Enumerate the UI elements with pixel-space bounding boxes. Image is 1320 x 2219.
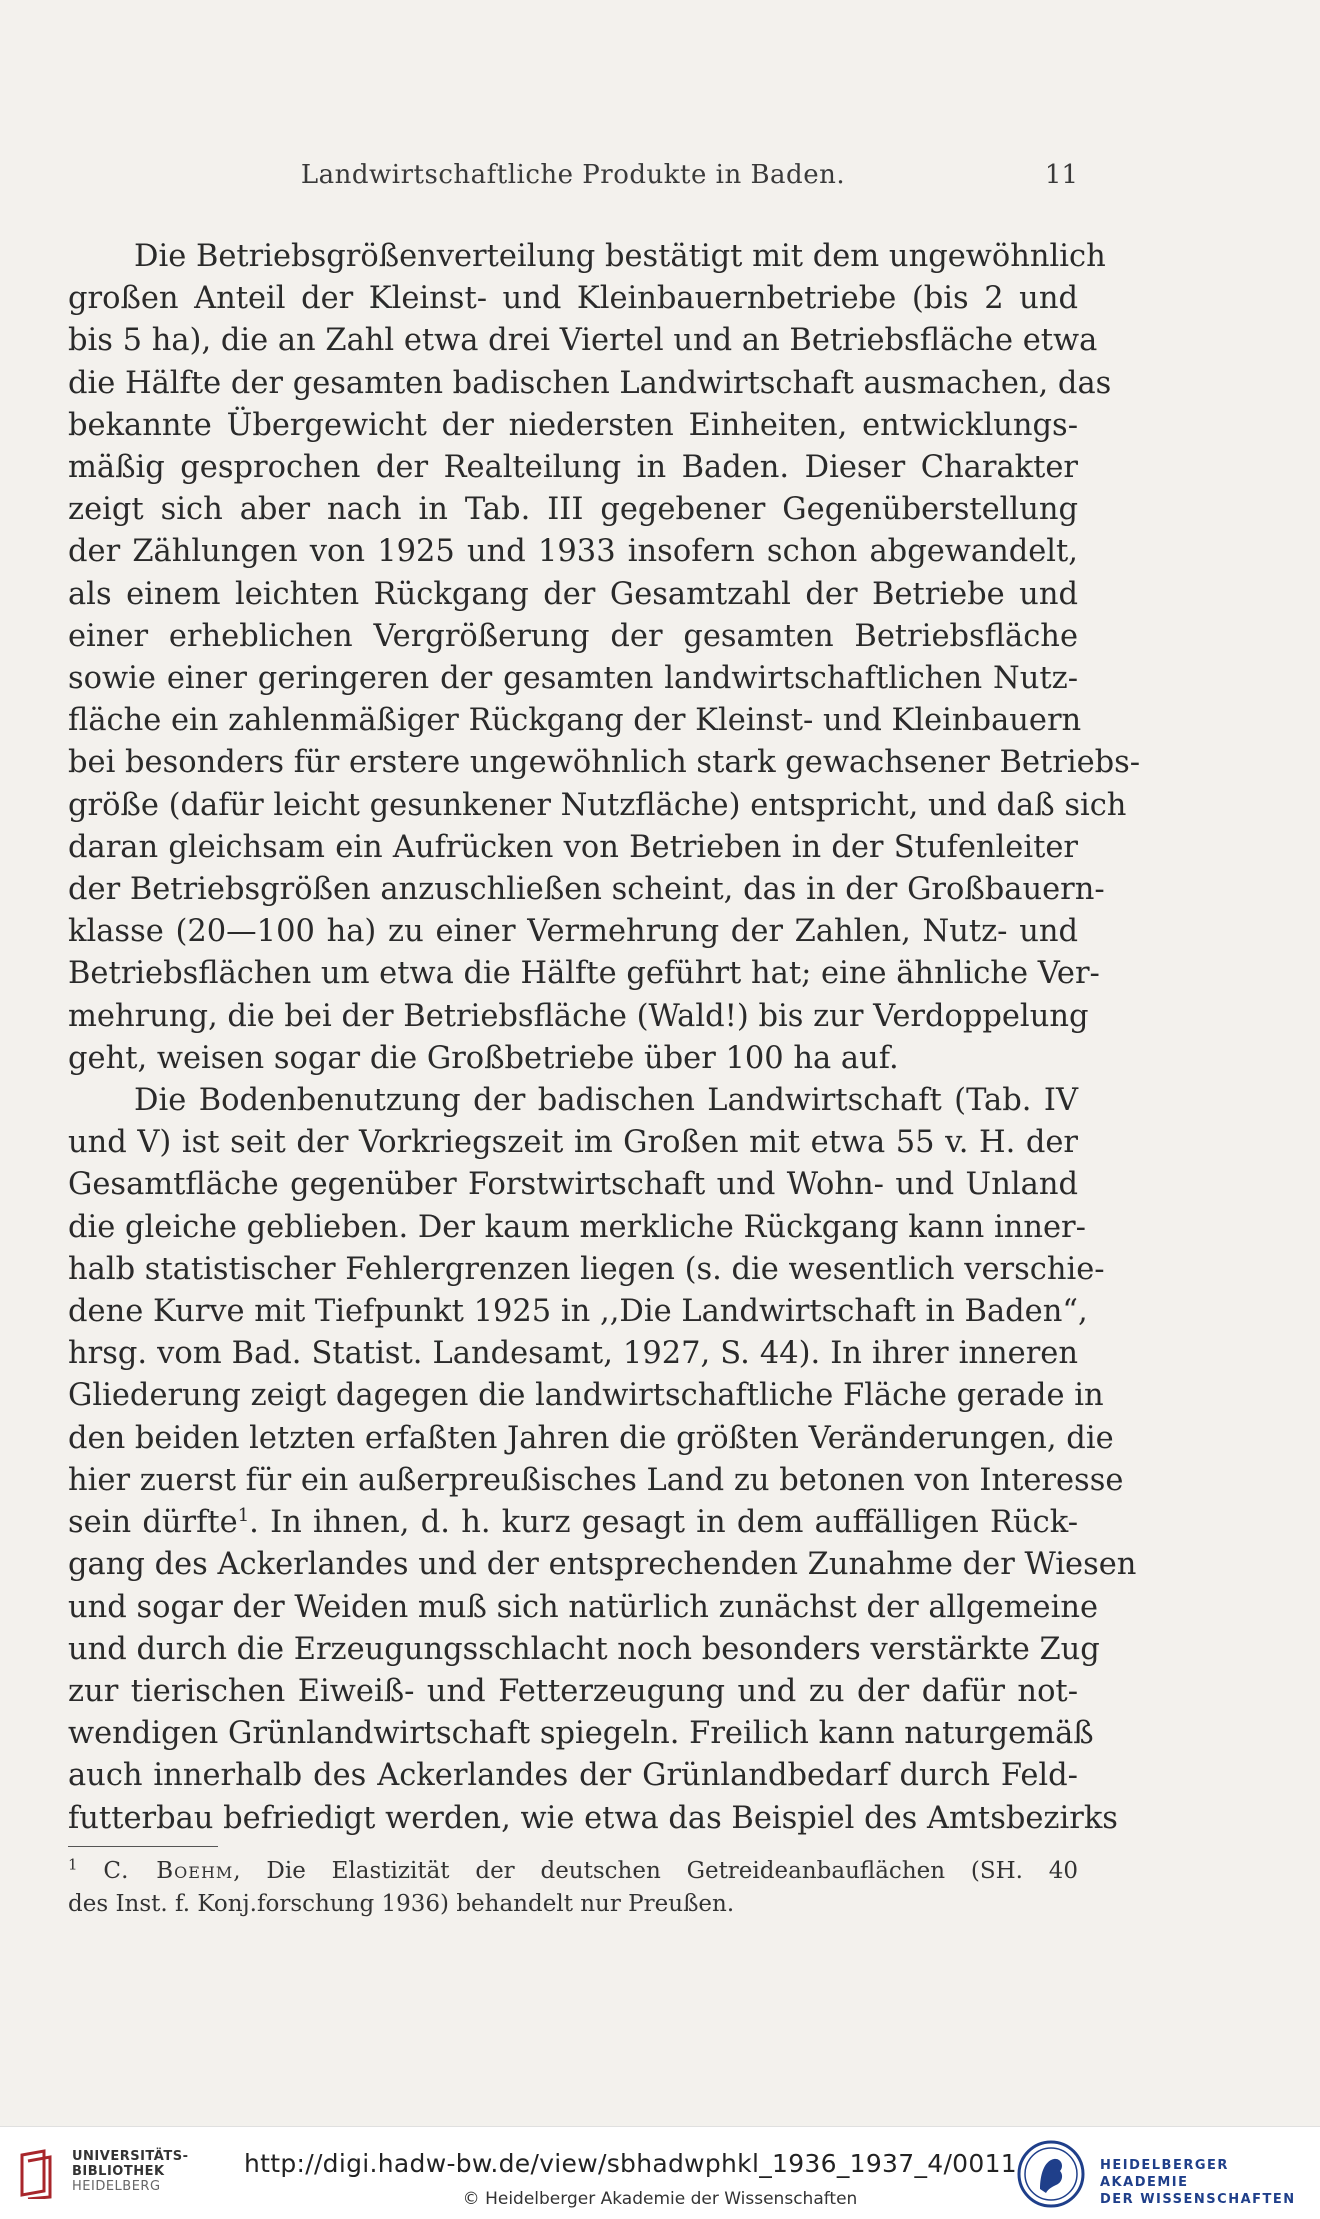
text-line: geht, weisen sogar die Großbetriebe über 100 ha auf. bbox=[68, 1040, 899, 1076]
text-line: wendigen Grünlandwirtschaft spiegeln. Freilich kann naturgemäß bbox=[68, 1716, 1094, 1752]
text-line: auch innerhalb des Ackerlandes der Grünlandbedarf durch Feld- bbox=[68, 1758, 1078, 1794]
text-line: gang des Ackerlandes und der entsprechenden Zunahme der Wiesen bbox=[68, 1547, 1137, 1583]
text-line: Betriebsflächen um etwa die Hälfte geführt hat; eine ähnliche Ver- bbox=[68, 956, 1100, 992]
text-line: mäßig gesprochen der Realteilung in Baden. Dieser Charakter bbox=[68, 450, 1078, 486]
running-header bbox=[68, 160, 1078, 200]
text-line: hier zuerst für ein außerpreußisches Land zu betonen von Interesse bbox=[68, 1462, 1124, 1498]
text-line: als einem leichten Rückgang der Gesamtzahl der Betriebe und bbox=[68, 576, 1078, 612]
library-name-line: BIBLIOTHEK bbox=[72, 2164, 165, 2179]
library-name-line: HEIDELBERG bbox=[72, 2179, 161, 2194]
text-line: der Betriebsgrößen anzuschließen scheint, das in der Großbauern- bbox=[68, 872, 1105, 908]
text-line: bekannte Übergewicht der niedersten Einheiten, entwicklungs- bbox=[68, 407, 1078, 443]
academy-seal-icon bbox=[1016, 2139, 1086, 2209]
text-line: zeigt sich aber nach in Tab. III gegebener Gegenüberstellung bbox=[68, 492, 1078, 528]
academy-name bbox=[1100, 2157, 1316, 2208]
text-fragment: sein dürfte bbox=[68, 1505, 238, 1541]
copyright-notice: © Heidelberger Akademie der Wissenschaften bbox=[462, 2189, 858, 2209]
text-line: mehrung, die bei der Betriebsfläche (Wald!) bis zur Verdoppelung bbox=[68, 998, 1089, 1034]
footnote-author: C. Boehm bbox=[103, 1858, 234, 1884]
text-line: und V) ist seit der Vorkriegszeit im Großen mit etwa 55 v. H. der bbox=[68, 1125, 1078, 1161]
page-number: 11 bbox=[1044, 160, 1078, 190]
text-line: zur tierischen Eiweiß- und Fetterzeugung und zu der dafür not- bbox=[68, 1673, 1078, 1709]
text-line: Gesamtfläche gegenüber Forstwirtschaft und Wohn- und Unland bbox=[68, 1167, 1078, 1203]
text-line: hrsg. vom Bad. Statist. Landesamt, 1927, S. 44). In ihrer inneren bbox=[68, 1336, 1078, 1372]
text-line: halb statistischer Fehlergrenzen liegen (s. die wesentlich verschie- bbox=[68, 1251, 1105, 1287]
footnote-marker: 1 bbox=[68, 1855, 78, 1874]
text-line: Gliederung zeigt dagegen die landwirtschaftliche Fläche gerade in bbox=[68, 1378, 1104, 1414]
text-line: klasse (20—100 ha) zu einer Vermehrung der Zahlen, Nutz- und bbox=[68, 914, 1078, 950]
footnote-line: des Inst. f. Konj.forschung 1936) behandelt nur Preußen. bbox=[68, 1891, 735, 1917]
text-line: bei besonders für erstere ungewöhnlich stark gewachsener Betriebs- bbox=[68, 745, 1141, 781]
text-line: dene Kurve mit Tiefpunkt 1925 in ,,Die Landwirtschaft in Baden“, bbox=[68, 1294, 1088, 1330]
text-line: und durch die Erzeugungsschlacht noch besonders verstärkte Zug bbox=[68, 1631, 1100, 1667]
text-line: und sogar der Weiden muß sich natürlich zunächst der allgemeine bbox=[68, 1589, 1099, 1625]
text-line: die Hälfte der gesamten badischen Landwirtschaft ausmachen, das bbox=[68, 365, 1112, 401]
footnote-divider bbox=[68, 1846, 218, 1847]
text-line: bis 5 ha), die an Zahl etwa drei Viertel und an Betriebsfläche etwa bbox=[68, 323, 1098, 359]
text-line: sowie einer geringeren der gesamten landwirtschaftlichen Nutz- bbox=[68, 661, 1078, 697]
text-line: der Zählungen von 1925 und 1933 insofern schon abgewandelt, bbox=[68, 534, 1078, 570]
text-line: fläche ein zahlenmäßiger Rückgang der Kleinst- und Kleinbauern bbox=[68, 703, 1082, 739]
text-line: größe (dafür leicht gesunkener Nutzfläche) entspricht, und daß sich bbox=[68, 787, 1127, 823]
text-line: Die Bodenbenutzung der badischen Landwirtschaft (Tab. IV bbox=[134, 1083, 1078, 1119]
viewer-footer bbox=[0, 2126, 1320, 2219]
footnote-line bbox=[68, 1855, 1078, 1888]
academy-name-line: HEIDELBERGER AKADEMIE bbox=[1100, 2158, 1229, 2190]
text-line: die gleiche geblieben. Der kaum merkliche Rückgang kann inner- bbox=[68, 1209, 1086, 1245]
body-text bbox=[68, 236, 1141, 1840]
library-name-line: UNIVERSITÄTS- bbox=[72, 2149, 189, 2164]
footnote-text: , Die Elastizität der deutschen Getreideanbauflächen (SH. 40 bbox=[233, 1858, 1079, 1884]
permalink-url[interactable]: http://digi.hadw-bw.de/view/sbhadwphkl_1936_1937_4/0011 bbox=[244, 2149, 1018, 2178]
text-line: Die Betriebsgrößenverteilung bestätigt mit dem ungewöhnlich bbox=[134, 239, 1106, 274]
text-line: einer erheblichen Vergrößerung der gesamten Betriebsfläche bbox=[68, 618, 1078, 654]
footnote-reference[interactable]: 1 bbox=[237, 1504, 250, 1526]
academy-name-line: DER WISSENSCHAFTEN bbox=[1100, 2192, 1296, 2207]
text-line bbox=[68, 1502, 1078, 1544]
text-line: futterbau befriedigt werden, wie etwa das Beispiel des Amtsbezirks bbox=[68, 1800, 1118, 1836]
text-line: großen Anteil der Kleinst- und Kleinbauernbetriebe (bis 2 und bbox=[68, 281, 1078, 317]
library-name bbox=[72, 2149, 188, 2194]
text-fragment: . In ihnen, d. h. kurz gesagt in dem auffälligen Rück- bbox=[249, 1505, 1078, 1541]
text-line: daran gleichsam ein Aufrücken von Betrieben in der Stufenleiter bbox=[68, 829, 1078, 865]
academy-logo[interactable] bbox=[1016, 2137, 1316, 2209]
running-title: Landwirtschaftliche Produkte in Baden. bbox=[300, 160, 846, 190]
text-line: den beiden letzten erfaßten Jahren die größten Veränderungen, die bbox=[68, 1420, 1114, 1456]
footnote bbox=[68, 1855, 1078, 1921]
